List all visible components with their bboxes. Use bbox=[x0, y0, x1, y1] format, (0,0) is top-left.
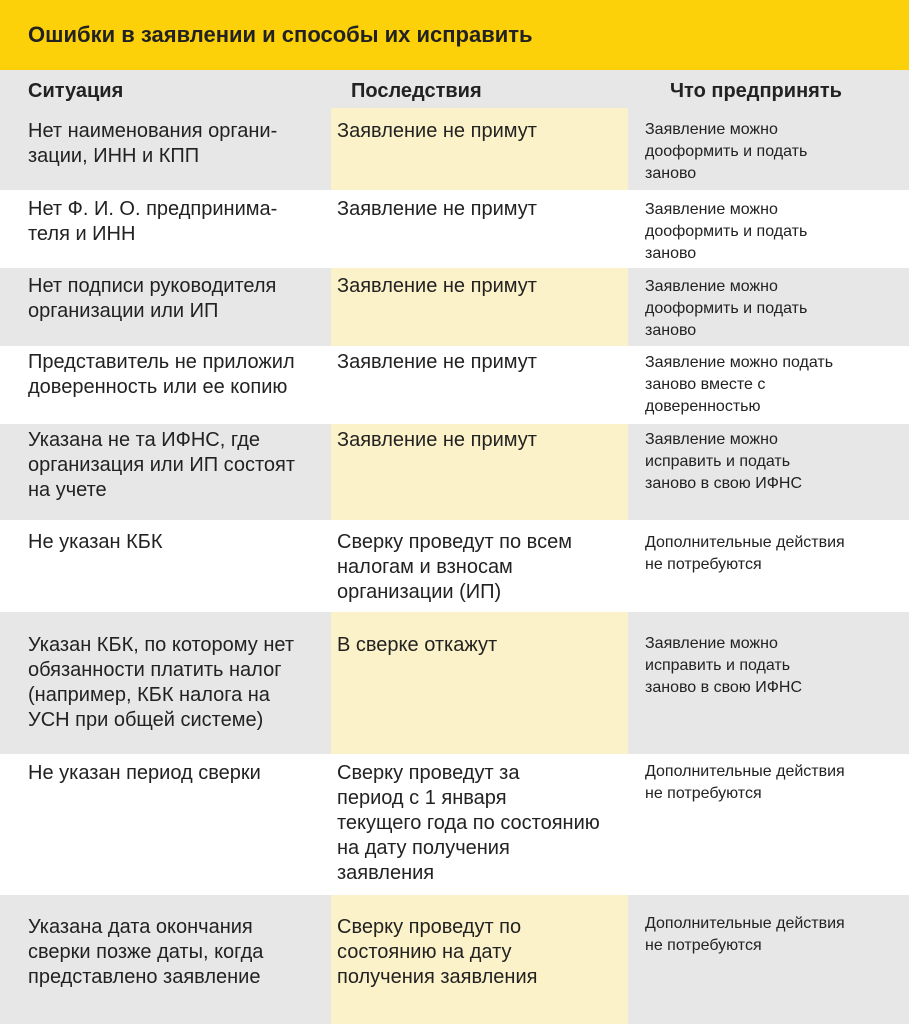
consequence-cell-line: Сверку проведут за bbox=[337, 762, 520, 784]
situation-cell-line: зации, ИНН и КПП bbox=[28, 145, 200, 167]
situation-cell-line: Нет наименования органи- bbox=[28, 120, 278, 142]
consequence-cell bbox=[337, 197, 537, 222]
action-cell-line: заново bbox=[645, 165, 697, 182]
action-cell-line: Заявление можно bbox=[645, 121, 778, 138]
action-cell-line: исправить и подать bbox=[645, 657, 791, 674]
action-cell bbox=[645, 633, 802, 699]
action-cell-line: не потребуются bbox=[645, 937, 762, 954]
consequence-cell bbox=[337, 428, 537, 453]
situation-cell bbox=[28, 197, 277, 247]
situation-cell bbox=[28, 915, 263, 990]
situation-cell-line: Указан КБК, по которому нет bbox=[28, 634, 294, 656]
consequence-cell-line: Сверку проведут по bbox=[337, 916, 522, 938]
action-cell-line: Заявление можно подать bbox=[645, 354, 834, 371]
action-cell-line: заново bbox=[645, 322, 697, 339]
action-cell-line: Дополнительные действия bbox=[645, 915, 845, 932]
situation-cell-line: Указана дата окончания bbox=[28, 916, 253, 938]
action-cell-line: не потребуются bbox=[645, 556, 762, 573]
situation-cell-line: организации или ИП bbox=[28, 300, 219, 322]
consequence-cell-line: заявления bbox=[337, 862, 435, 884]
header-consequence: Последствия bbox=[351, 80, 482, 102]
action-cell-line: Заявление можно bbox=[645, 431, 778, 448]
header-situation: Ситуация bbox=[28, 80, 124, 102]
situation-cell-line: Нет Ф. И. О. предпринима- bbox=[28, 198, 278, 220]
action-cell bbox=[645, 199, 807, 265]
situation-cell-line: обязанности платить налог bbox=[28, 659, 282, 681]
header-action: Что предпринять bbox=[670, 80, 842, 102]
action-cell-line: дооформить и подать bbox=[645, 223, 808, 240]
situation-cell-line: Не указан период сверки bbox=[28, 762, 261, 784]
consequence-cell-line: В сверке откажут bbox=[337, 634, 498, 656]
consequence-cell-line: текущего года по состоянию bbox=[337, 812, 600, 834]
action-cell-line: заново вместе с bbox=[645, 376, 766, 393]
action-cell bbox=[645, 761, 845, 805]
action-cell bbox=[645, 429, 802, 495]
action-cell bbox=[645, 913, 845, 957]
consequence-cell-line: на дату получения bbox=[337, 837, 510, 859]
action-cell bbox=[645, 119, 807, 185]
situation-cell-line: Указана не та ИФНС, где bbox=[28, 429, 261, 451]
action-cell bbox=[645, 532, 845, 576]
action-cell-line: заново в свою ИФНС bbox=[645, 475, 803, 492]
action-cell-line: Заявление можно bbox=[645, 278, 778, 295]
situation-cell-line: организация или ИП состоят bbox=[28, 454, 296, 476]
consequence-cell-line: Заявление не примут bbox=[337, 429, 537, 451]
action-cell bbox=[645, 276, 807, 342]
consequence-cell bbox=[337, 633, 497, 658]
action-cell-line: не потребуются bbox=[645, 785, 762, 802]
situation-cell-line: Представитель не приложил bbox=[28, 351, 295, 373]
consequence-cell-line: налогам и взносам bbox=[337, 556, 513, 578]
action-cell-line: дооформить и подать bbox=[645, 300, 808, 317]
consequence-cell-line: организации (ИП) bbox=[337, 581, 502, 603]
situation-cell-line: теля и ИНН bbox=[28, 223, 136, 245]
consequence-cell bbox=[337, 530, 572, 605]
situation-cell-line: (например, КБК налога на bbox=[28, 684, 270, 706]
situation-cell-line: сверки позже даты, когда bbox=[28, 941, 264, 963]
consequence-cell-line: Заявление не примут bbox=[337, 275, 537, 297]
consequence-cell-line: Сверку проведут по всем bbox=[337, 531, 572, 553]
action-cell-line: Заявление можно bbox=[645, 635, 778, 652]
situation-cell-line: Не указан КБК bbox=[28, 531, 163, 553]
consequence-cell-line: Заявление не примут bbox=[337, 120, 537, 142]
action-cell-line: доверенностью bbox=[645, 398, 761, 415]
action-cell-line: дооформить и подать bbox=[645, 143, 808, 160]
action-cell-line: Дополнительные действия bbox=[645, 763, 845, 780]
situation-cell bbox=[28, 274, 276, 324]
situation-cell bbox=[28, 761, 261, 786]
situation-cell-line: доверенность или ее копию bbox=[28, 376, 288, 398]
situation-cell bbox=[28, 350, 295, 400]
consequence-cell-line: состоянию на дату bbox=[337, 941, 512, 963]
consequence-cell bbox=[337, 350, 537, 375]
page-title: Ошибки в заявлении и способы их исправить bbox=[28, 22, 533, 47]
situation-cell-line: на учете bbox=[28, 479, 107, 501]
situation-cell bbox=[28, 428, 295, 503]
action-cell bbox=[645, 352, 833, 418]
consequence-cell-line: получения заявления bbox=[337, 966, 538, 988]
action-cell-line: Дополнительные действия bbox=[645, 534, 845, 551]
action-cell-line: Заявление можно bbox=[645, 201, 778, 218]
situation-cell-line: представлено заявление bbox=[28, 966, 261, 988]
situation-cell bbox=[28, 633, 294, 733]
situation-cell bbox=[28, 119, 277, 169]
situation-cell bbox=[28, 530, 163, 555]
consequence-cell bbox=[337, 915, 537, 990]
situation-cell-line: УСН при общей системе) bbox=[28, 709, 264, 731]
action-cell-line: заново в свою ИФНС bbox=[645, 679, 803, 696]
consequence-cell-line: период с 1 января bbox=[337, 787, 507, 809]
consequence-cell-line: Заявление не примут bbox=[337, 351, 537, 373]
consequence-cell bbox=[337, 761, 600, 886]
action-cell-line: заново bbox=[645, 245, 697, 262]
consequence-cell bbox=[337, 274, 537, 299]
situation-cell-line: Нет подписи руководителя bbox=[28, 275, 277, 297]
action-cell-line: исправить и подать bbox=[645, 453, 791, 470]
consequence-cell bbox=[337, 119, 537, 144]
consequence-cell-line: Заявление не примут bbox=[337, 198, 537, 220]
